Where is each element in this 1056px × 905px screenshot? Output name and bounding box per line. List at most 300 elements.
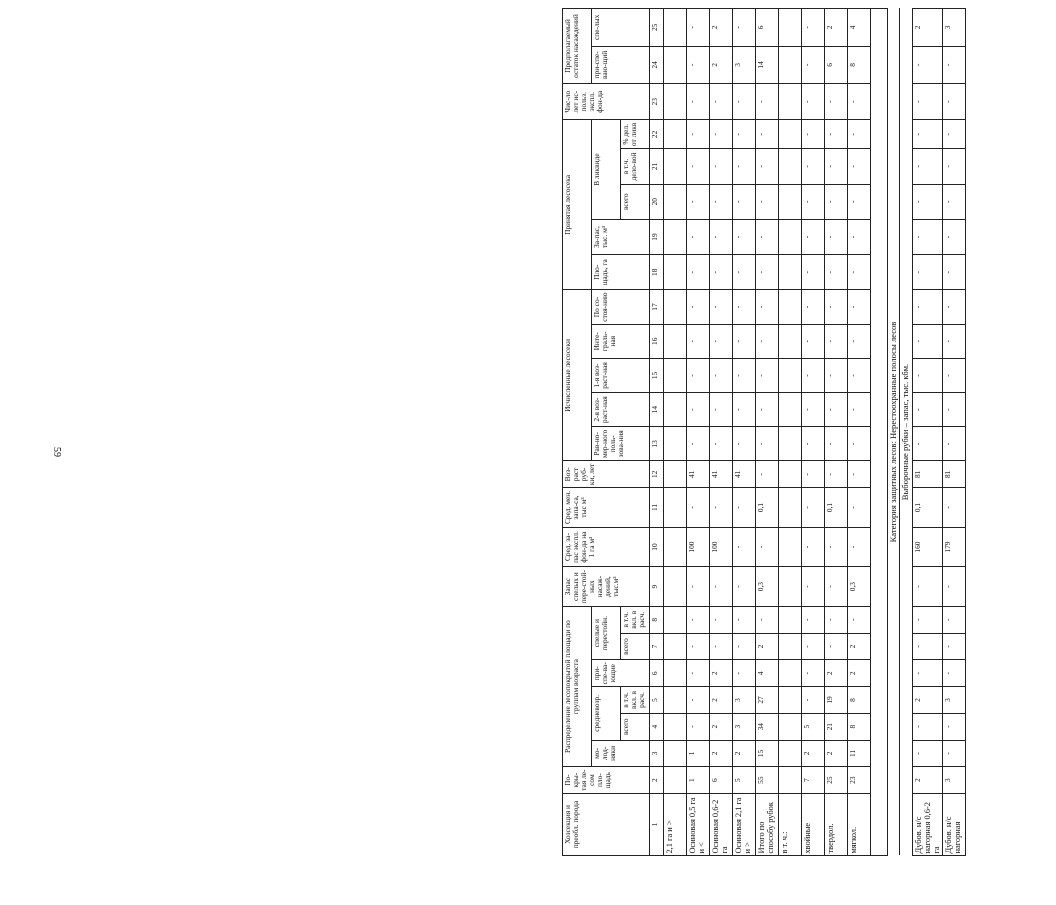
table-cell: - [733, 184, 756, 219]
table-cell: 2 [756, 633, 779, 660]
table-cell: 3 [733, 713, 756, 740]
table-cell [779, 393, 802, 427]
header-c7: всего [621, 633, 650, 660]
table-cell [779, 660, 802, 687]
header-c21: в т.ч. дело-вой [621, 149, 650, 184]
table-cell: - [710, 290, 733, 324]
table-cell [664, 46, 687, 83]
table-cell [664, 84, 687, 120]
table-cell [664, 633, 687, 660]
header-c20: всего [621, 184, 650, 219]
column-number: 7 [650, 633, 664, 660]
table-cell: - [756, 290, 779, 324]
table-cell [779, 740, 802, 767]
column-number: 18 [650, 255, 664, 290]
table-cell: - [687, 149, 710, 184]
table-cell: - [756, 84, 779, 120]
table-cell: - [710, 324, 733, 358]
table-cell: 2 [710, 740, 733, 767]
table-cell: - [942, 488, 965, 528]
table-cell: 3 [733, 687, 756, 714]
table-cell: - [710, 358, 733, 392]
table-cell: - [687, 84, 710, 120]
table-cell: - [710, 84, 733, 120]
table-cell: - [802, 461, 825, 488]
row-name: хвойные [802, 793, 825, 855]
table-cell: - [733, 290, 756, 324]
header-c6: при-спе-ва-ющие [592, 660, 650, 687]
table-cell: - [825, 633, 848, 660]
table-row [710, 9, 733, 856]
table-cell [664, 219, 687, 254]
table-cell: - [942, 633, 965, 660]
column-number: 22 [650, 120, 664, 149]
category-label: Категория защитных лесов: Нерестоохранные полосы лесов [888, 9, 900, 856]
table-cell: - [825, 290, 848, 324]
row-name: Осиновая 0,5 га и < [687, 793, 710, 855]
table-row [687, 9, 710, 856]
table-cell: - [802, 527, 825, 567]
table-cell: - [710, 427, 733, 461]
table-row [733, 9, 756, 856]
table-cell: - [756, 427, 779, 461]
table-cell: - [825, 255, 848, 290]
table-cell: - [687, 9, 710, 47]
table-cell [664, 290, 687, 324]
table-cell: - [825, 149, 848, 184]
table-cell: 4 [848, 9, 871, 47]
table-cell: - [848, 120, 871, 149]
table-cell [779, 9, 802, 47]
table-cell: - [756, 358, 779, 392]
table-cell: - [912, 358, 942, 392]
header-c22: % дел. от ликв [621, 120, 650, 149]
table-cell: - [912, 660, 942, 687]
table-cell: - [802, 427, 825, 461]
table-cell: - [912, 606, 942, 633]
table-cell: - [942, 324, 965, 358]
header-c3: мо-лод-няки [592, 740, 650, 767]
header-c1: Хозсекция и преобл. порода [563, 793, 650, 855]
table-row [912, 9, 942, 856]
table-cell: - [710, 255, 733, 290]
table-cell: - [912, 120, 942, 149]
table-cell: - [756, 184, 779, 219]
table-cell: - [848, 527, 871, 567]
table-cell: - [733, 633, 756, 660]
column-number: 3 [650, 740, 664, 767]
table-cell: - [942, 84, 965, 120]
table-cell: 6 [756, 9, 779, 47]
table-cell: - [912, 84, 942, 120]
table-cell: - [912, 567, 942, 607]
table-cell [664, 740, 687, 767]
column-number: 21 [650, 149, 664, 184]
header-c17: По со-стоя-нию [592, 290, 650, 324]
spacer-cell [871, 9, 888, 856]
column-number: 12 [650, 461, 664, 488]
table-cell: 179 [942, 527, 965, 567]
table-cell: - [802, 255, 825, 290]
table-cell: - [687, 633, 710, 660]
table-cell: - [825, 606, 848, 633]
header-c13: Рав-но-мер-ного поль-зова-ния [592, 427, 650, 461]
table-cell: - [912, 255, 942, 290]
column-number: 10 [650, 527, 664, 567]
table-cell: 55 [756, 767, 779, 794]
table-row [802, 9, 825, 856]
table-cell: 2 [912, 767, 942, 794]
table-cell: - [687, 393, 710, 427]
table-cell: 81 [912, 461, 942, 488]
column-number: 23 [650, 84, 664, 120]
table-cell: - [733, 149, 756, 184]
column-number: 20 [650, 184, 664, 219]
table-cell: 2 [710, 687, 733, 714]
table-cell [664, 567, 687, 607]
table-body [650, 9, 966, 856]
table-cell: - [848, 488, 871, 528]
table-cell: - [942, 255, 965, 290]
table-cell: 2 [802, 740, 825, 767]
table-row [942, 9, 965, 856]
header-c12: Воз-раст руб-ки, лет [563, 461, 650, 488]
table-cell: 23 [848, 767, 871, 794]
table-cell [779, 713, 802, 740]
table-cell [664, 660, 687, 687]
table-cell: - [802, 120, 825, 149]
table-cell: - [710, 606, 733, 633]
table-cell [664, 488, 687, 528]
table-cell [779, 290, 802, 324]
column-number: 17 [650, 290, 664, 324]
table-cell: - [733, 358, 756, 392]
table-cell: - [802, 488, 825, 528]
column-number: 8 [650, 606, 664, 633]
table-cell [664, 461, 687, 488]
header-g7: спелые и перестойн. [592, 606, 621, 660]
table-cell [779, 606, 802, 633]
table-cell: 3 [733, 46, 756, 83]
table-cell [779, 219, 802, 254]
table-cell: 0,3 [756, 567, 779, 607]
table-cell: - [687, 488, 710, 528]
category-label: Выборочные рубки – запас, тыс. кбм. [900, 9, 912, 856]
table-cell: - [912, 324, 942, 358]
table-cell: - [756, 219, 779, 254]
table-cell: 7 [802, 767, 825, 794]
table-cell: - [825, 184, 848, 219]
table-cell: - [942, 393, 965, 427]
table-cell: - [848, 219, 871, 254]
row-name: 2,1 га и > [664, 793, 687, 855]
header-c25: спе-лых [592, 9, 650, 47]
table-cell: 0,1 [912, 488, 942, 528]
column-number-row [650, 9, 664, 856]
table-cell: - [848, 184, 871, 219]
table-cell [779, 527, 802, 567]
table-cell [779, 149, 802, 184]
table-cell [779, 633, 802, 660]
table-cell [779, 324, 802, 358]
table-cell: - [687, 567, 710, 607]
table-cell: - [912, 427, 942, 461]
table-cell: - [687, 427, 710, 461]
header-row-2 [592, 9, 621, 856]
table-row [664, 9, 687, 856]
table-cell: - [687, 290, 710, 324]
table-cell: - [802, 324, 825, 358]
table-cell: - [687, 120, 710, 149]
header-c10: Сред. за-пас экспл. фон-да на 1 га м³ [563, 527, 650, 567]
table-cell [664, 393, 687, 427]
table-cell: 160 [912, 527, 942, 567]
table-cell: 2 [710, 46, 733, 83]
table-cell: 2 [912, 687, 942, 714]
table-cell: 8 [848, 46, 871, 83]
table-cell: - [710, 393, 733, 427]
table-cell: - [802, 606, 825, 633]
page-number: 59 [51, 447, 62, 457]
table-cell: - [848, 606, 871, 633]
table-cell: 4 [756, 660, 779, 687]
table-cell: - [825, 120, 848, 149]
table-cell: - [825, 324, 848, 358]
table-cell: 2 [825, 740, 848, 767]
table-cell: 19 [825, 687, 848, 714]
table-cell: - [912, 713, 942, 740]
table-cell: - [733, 84, 756, 120]
table-cell: - [825, 84, 848, 120]
table-cell: 15 [756, 740, 779, 767]
table-cell: 21 [825, 713, 848, 740]
table-cell: - [912, 740, 942, 767]
header-c2: По-кры-тая ле-сом пло-щадь [563, 767, 650, 794]
table-cell: - [825, 358, 848, 392]
table-cell: - [733, 324, 756, 358]
table-cell: - [802, 660, 825, 687]
column-number: 13 [650, 427, 664, 461]
header-c14: 2-я воз-раст-ная [592, 393, 650, 427]
table-cell: - [942, 46, 965, 83]
table-cell: - [710, 149, 733, 184]
table-cell [779, 358, 802, 392]
table-cell: 3 [942, 767, 965, 794]
table-cell: - [710, 120, 733, 149]
table-cell: - [848, 461, 871, 488]
category-row [900, 9, 912, 856]
table-cell: - [733, 567, 756, 607]
table-cell: - [825, 527, 848, 567]
table-cell: 2 [825, 9, 848, 47]
table-cell: - [942, 120, 965, 149]
header-c9: Запас спелых и пере-стой-ных насаж-дений, тыс.м³ [563, 567, 650, 607]
table-cell: 5 [802, 713, 825, 740]
table-cell: - [687, 184, 710, 219]
table-cell: 0,1 [756, 488, 779, 528]
table-cell: 41 [710, 461, 733, 488]
table-cell: 8 [848, 687, 871, 714]
header-g24: Предполагаемый остаток насаждений [563, 9, 592, 84]
table-cell [664, 149, 687, 184]
table-cell: 3 [942, 9, 965, 47]
header-g20: В ликвиде [592, 120, 621, 219]
column-number: 1 [650, 793, 664, 855]
table-cell: - [756, 255, 779, 290]
table-cell [664, 324, 687, 358]
forest-inventory-table [562, 8, 966, 856]
table-cell: 2 [733, 740, 756, 767]
table-cell: 100 [687, 527, 710, 567]
table-cell: - [848, 427, 871, 461]
table-cell: 41 [687, 461, 710, 488]
table-cell: - [733, 527, 756, 567]
table-cell [779, 567, 802, 607]
table-row [825, 9, 848, 856]
table-cell [779, 255, 802, 290]
table-cell: 14 [756, 46, 779, 83]
table-cell: - [942, 713, 965, 740]
table-cell: 6 [825, 46, 848, 83]
header-c11: Сред. мен. запа-са, тыс м³ [563, 488, 650, 528]
table-cell: - [848, 393, 871, 427]
row-name: мягкол. [848, 793, 871, 855]
header-g4: средневозр. [592, 687, 621, 740]
table-cell: - [848, 149, 871, 184]
table-cell [779, 46, 802, 83]
column-number: 11 [650, 488, 664, 528]
table-cell: 81 [942, 461, 965, 488]
table-cell: - [912, 149, 942, 184]
header-c19: За-пас, тыс. м³ [592, 219, 650, 254]
table-cell: - [942, 740, 965, 767]
table-cell: - [942, 290, 965, 324]
table-cell: - [912, 46, 942, 83]
column-number: 5 [650, 687, 664, 714]
row-name: Осиновая 0,6-2 га [710, 793, 733, 855]
table-cell [664, 713, 687, 740]
header-c18: Пло-щадь, га [592, 255, 650, 290]
table-cell: - [912, 393, 942, 427]
table-cell: - [756, 527, 779, 567]
table-cell: 11 [848, 740, 871, 767]
table-cell: - [912, 633, 942, 660]
table-cell: 2 [710, 713, 733, 740]
row-name: Итого по способу рубок [756, 793, 779, 855]
table-cell: - [802, 219, 825, 254]
row-name: Дубов. н/с нагорная [942, 793, 965, 855]
table-cell: - [733, 660, 756, 687]
table-cell [779, 687, 802, 714]
table-cell [664, 9, 687, 47]
column-number: 14 [650, 393, 664, 427]
table-cell: - [710, 184, 733, 219]
table-cell: - [687, 660, 710, 687]
header-c4: всего [621, 713, 650, 740]
table-cell: 2 [710, 9, 733, 47]
table-cell: 2 [710, 660, 733, 687]
table-cell: 1 [687, 740, 710, 767]
table-cell: - [756, 120, 779, 149]
category-row [888, 9, 900, 856]
table-row [779, 9, 802, 856]
table-cell [664, 527, 687, 567]
table-cell: - [756, 461, 779, 488]
table-cell: 0,1 [825, 488, 848, 528]
table-cell: - [687, 713, 710, 740]
header-c15: 1-я воз-раст-ная [592, 358, 650, 392]
table-cell: 5 [733, 767, 756, 794]
table-cell: 2 [848, 633, 871, 660]
table-cell: - [710, 488, 733, 528]
table-cell: - [687, 219, 710, 254]
table-cell: - [802, 290, 825, 324]
table-cell: - [802, 149, 825, 184]
table-cell: - [942, 219, 965, 254]
row-name: Осиновая 2,1 га и > [733, 793, 756, 855]
table-cell: - [756, 606, 779, 633]
table-cell: - [733, 219, 756, 254]
table-cell [779, 184, 802, 219]
table-cell: - [802, 567, 825, 607]
table-cell: - [687, 358, 710, 392]
table-cell: - [825, 219, 848, 254]
table-cell [664, 427, 687, 461]
table-cell: - [756, 149, 779, 184]
table-cell: - [710, 219, 733, 254]
table-cell [664, 120, 687, 149]
table-cell: - [942, 184, 965, 219]
column-number: 24 [650, 46, 664, 83]
table-cell: 2 [912, 9, 942, 47]
table-cell [779, 767, 802, 794]
table-cell: - [733, 606, 756, 633]
table-cell [779, 84, 802, 120]
table-cell: - [687, 46, 710, 83]
table-cell [664, 358, 687, 392]
table-cell: - [848, 358, 871, 392]
table-cell: - [848, 255, 871, 290]
column-number: 19 [650, 219, 664, 254]
table-cell: - [912, 290, 942, 324]
header-c16: Инте-граль-ная [592, 324, 650, 358]
header-g3: Распределение лесопокрытой площади по группам возраста [563, 606, 592, 766]
table-cell: 8 [848, 713, 871, 740]
table-cell: - [942, 427, 965, 461]
table-cell: - [942, 567, 965, 607]
table-cell: 6 [710, 767, 733, 794]
header-c5: в т.ч. вкл. в расч. [621, 687, 650, 714]
table-cell: 2 [848, 660, 871, 687]
table-cell [664, 255, 687, 290]
table-cell: - [710, 567, 733, 607]
table-cell: - [802, 9, 825, 47]
table-cell: - [802, 358, 825, 392]
table-row [848, 9, 871, 856]
header-g13: Исчисленные лесосеки [563, 290, 592, 461]
table-cell: - [802, 84, 825, 120]
table-row [756, 9, 779, 856]
row-name: твердол. [825, 793, 848, 855]
table-cell: - [825, 461, 848, 488]
table-cell: - [912, 219, 942, 254]
table-cell: - [848, 84, 871, 120]
table-cell: - [733, 9, 756, 47]
table-cell: - [802, 184, 825, 219]
column-number: 9 [650, 567, 664, 607]
table-cell: - [942, 358, 965, 392]
table-cell: - [848, 290, 871, 324]
